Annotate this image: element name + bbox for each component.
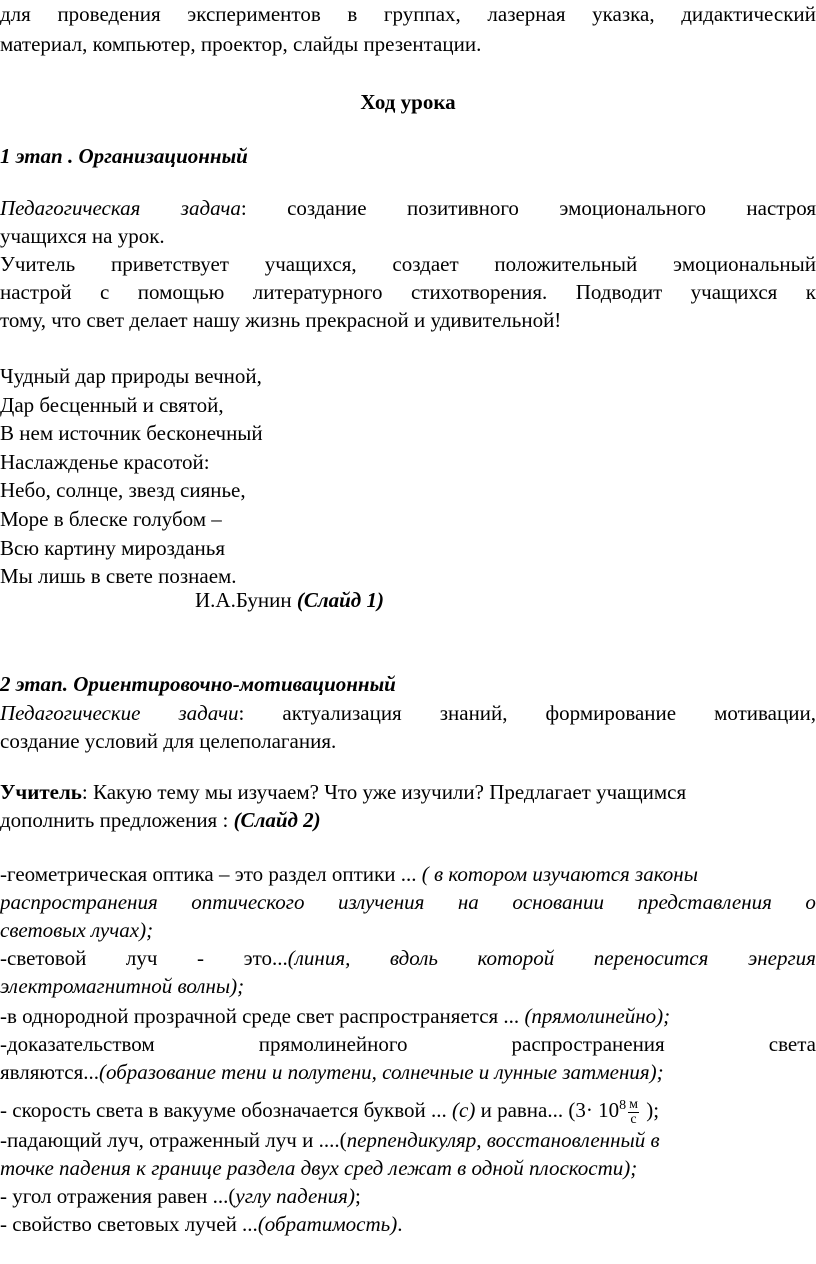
stage1-para-word: к [805, 280, 816, 304]
stage1-task-line [0, 194, 816, 222]
stage1-para-word: создает [392, 252, 459, 276]
intro-line-1 [0, 0, 816, 28]
item-7-end: ; [354, 1184, 361, 1208]
task-word: формирование [545, 701, 677, 725]
item-8 [0, 1210, 402, 1238]
item-6-line-2: точке падения к границе раздела двух сред лежат в одной плоскости); [0, 1156, 638, 1180]
intro-word: экспериментов [187, 2, 321, 26]
stage1-para-word: Учитель [0, 252, 76, 276]
item-1-word: оптического [191, 890, 305, 914]
task-word: знаний, [439, 701, 508, 725]
poem-line: Море в блеске голубом – [0, 507, 222, 531]
item-2-word: которой [477, 946, 555, 970]
item-1-word: на [457, 890, 479, 914]
stage1-para-word: Подводит [575, 280, 663, 304]
task-word: позитивного [407, 196, 519, 220]
slide-1-ref: (Слайд 1) [296, 588, 384, 612]
item-4-word: прямолинейного [258, 1032, 408, 1056]
item-2-word: вдоль [389, 946, 438, 970]
intro-word: проведения [57, 2, 161, 26]
intro-word: в [347, 2, 358, 26]
task-word: эмоционального [559, 196, 707, 220]
intro-word: лазерная [487, 2, 566, 26]
stage1-para-word: помощью [137, 280, 225, 304]
item-2-word: - [197, 946, 205, 970]
stage1-para-word: положительный [494, 252, 638, 276]
slide-2-ref: (Слайд 2) [233, 808, 321, 832]
item-2-word: энергия [747, 946, 816, 970]
stage1-title: 1 этап . Организационный [0, 144, 248, 168]
item-8-answer: (обратимость) [257, 1212, 398, 1236]
item-6-answer: перпендикуляр, восстановленный в [346, 1128, 660, 1152]
item-7-answer: углу падения) [235, 1184, 355, 1208]
item-6 [0, 1126, 660, 1154]
units-numerator: м [629, 1096, 638, 1112]
teacher-text-2: дополнить предложения : [0, 808, 234, 832]
intro-word: указка, [592, 2, 655, 26]
item-8-end: . [397, 1212, 403, 1236]
item-5-value: и равна... (3· 10 [475, 1098, 620, 1122]
item-1-text: -геометрическая оптика – это раздел оптики ... [0, 862, 422, 886]
item-5-text: - скорость света в вакууме обозначается буквой ... [0, 1098, 453, 1122]
poem-line: Мы лишь в свете познаем. [0, 564, 237, 589]
item-7-text: - угол отражения равен ...( [0, 1184, 236, 1208]
stage1-para-line-2 [0, 278, 816, 306]
stage1-para-word: приветствует [111, 252, 229, 276]
poem-line: Небо, солнце, звезд сиянье, [0, 478, 246, 503]
item-5-exponent: 8 [619, 1098, 627, 1113]
stage1-para-word: эмоциональный [673, 252, 816, 276]
task-label-end: задача: [180, 196, 247, 220]
teacher-label: Учитель [0, 780, 82, 804]
poem-line: Дар бесценный и святой, [0, 392, 224, 417]
item-5-units [628, 1098, 639, 1127]
poem-author: И.А.Бунин [195, 588, 297, 612]
poem-line: Чудный дар природы вечной, [0, 364, 262, 388]
item-3-text: -в однородной прозрачной среде свет распространяется ... [0, 1004, 525, 1028]
item-1 [0, 860, 698, 888]
item-1-word: представления [637, 890, 772, 914]
stage1-para-word: учащихся [690, 280, 778, 304]
item-2-word: переносится [593, 946, 709, 970]
item-4-answer: (образование тени и полутени, солнечные и лунные затмения); [99, 1060, 664, 1084]
poem-line: В нем источник бесконечный [0, 421, 263, 446]
item-2-word: это...(линия, [243, 946, 351, 970]
poem-line: Всю картину мирозданья [0, 535, 226, 560]
stage1-para-line-3: тому, что свет делает нашу жизнь прекрасной и удивительной! [0, 308, 562, 332]
stage2-task-line [0, 699, 816, 727]
item-2 [0, 944, 816, 972]
item-4-line-2 [0, 1058, 664, 1086]
item-4 [0, 1030, 816, 1058]
stage1-para-word: учащихся, [264, 252, 357, 276]
item-5-end: ); [640, 1098, 660, 1122]
item-1-word: излучения [338, 890, 425, 914]
item-2-line-2: электромагнитной волны); [0, 974, 245, 998]
stage1-para-line-1 [0, 250, 816, 278]
item-1-answer: ( в котором изучаются законы [421, 862, 698, 886]
item-1-word: распространения [0, 890, 158, 914]
task-word: настроя [746, 196, 816, 220]
teacher-text: : Какую тему мы изучаем? Что уже изучили? Предлагает учащимся [81, 780, 687, 804]
item-1-line-2 [0, 888, 816, 916]
item-4-text: являются... [0, 1060, 100, 1084]
item-5 [0, 1092, 659, 1127]
stage2-task-line-2: создание условий для целеполагания. [0, 729, 337, 753]
intro-word: группах, [383, 2, 461, 26]
units-denominator: с [630, 1111, 637, 1127]
intro-word: дидактический [681, 2, 816, 26]
teacher-line-2 [0, 806, 321, 834]
task-label-word: Педагогические [0, 701, 141, 725]
task-word: актуализация [282, 701, 402, 725]
item-5-answer: (с) [452, 1098, 476, 1122]
item-1-word: о [805, 890, 816, 914]
task-label-word: Педагогическая [0, 196, 141, 220]
item-8-text: - свойство световых лучей ... [0, 1212, 258, 1236]
item-1-line-3: световых лучах); [0, 918, 154, 942]
intro-word: для [0, 2, 31, 26]
stage1-para-word: литературного [252, 280, 383, 304]
stage2-title: 2 этап. Ориентировочно-мотивационный [0, 672, 396, 696]
item-6-text: -падающий луч, отраженный луч и ....( [0, 1128, 347, 1152]
stage1-para-word: с [100, 280, 110, 304]
item-4-word: -доказательством [0, 1032, 155, 1056]
stage1-task-line-2: учащихся на урок. [0, 224, 165, 248]
item-2-word: луч [125, 946, 158, 970]
item-2-word: -световой [0, 946, 87, 970]
task-word: создание [287, 196, 367, 220]
item-3-answer: (прямолинейно); [524, 1004, 671, 1028]
item-4-word: распространения [511, 1032, 665, 1056]
poem-attribution [195, 586, 384, 614]
task-label-word: задача [180, 196, 241, 220]
poem-line: Наслажденье красотой: [0, 449, 210, 474]
task-label-end: задачи: [178, 701, 245, 725]
task-word: мотивации, [714, 701, 816, 725]
stage1-para-word: настрой [0, 280, 72, 304]
item-1-word: основании [512, 890, 604, 914]
stage1-para-word: стихотворения. [410, 280, 548, 304]
item-7 [0, 1182, 361, 1210]
intro-line-2: материал, компьютер, проектор, слайды презентации. [0, 32, 482, 56]
teacher-line [0, 778, 686, 806]
lesson-heading: Ход урока [360, 90, 456, 114]
item-4-word: света [768, 1032, 816, 1056]
item-3 [0, 1002, 670, 1030]
